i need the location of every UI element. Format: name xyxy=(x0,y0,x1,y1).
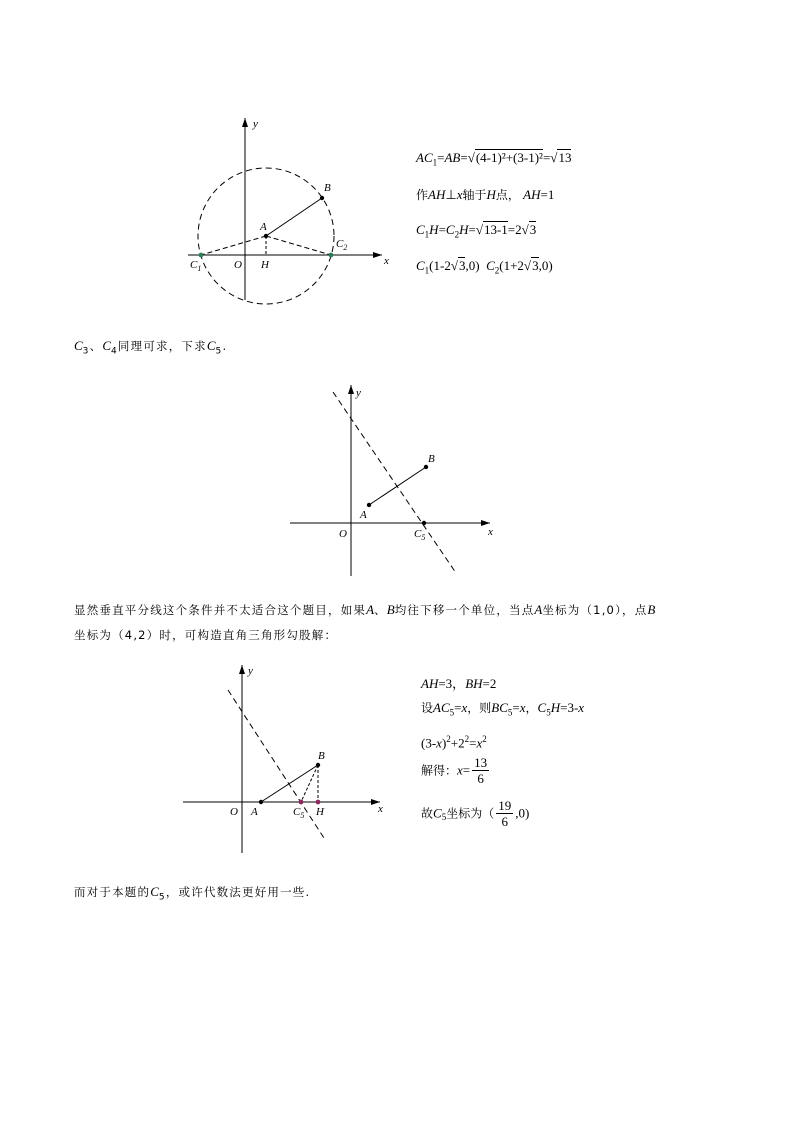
label-o: O xyxy=(234,259,242,271)
paragraph-1: $C_3$、$C_4$同理可求，下求$C_5$. xyxy=(74,338,228,357)
fig1-formula-line3: $C_1H=C_2H=√13-1=2√3$ xyxy=(416,222,537,240)
label-a: A xyxy=(260,221,267,233)
paragraph-2-line1: 显然垂直平分线这个条件并不太适合这个题目，如果A、B均往下移一个单位，当点A坐标为（1,0），点B xyxy=(74,602,656,617)
segment-ab xyxy=(266,198,322,236)
point-c5 xyxy=(422,521,426,525)
fig3-formula-line4: 解得：x= $\frac{13}{6}$ xyxy=(421,755,488,786)
segment-ab xyxy=(369,467,426,505)
label-c1: $C_1$ xyxy=(190,259,202,273)
label-c2: $C_2$ xyxy=(336,238,348,252)
fraction-13-6: $\frac{13}{6}$ xyxy=(474,755,488,786)
figure-1 xyxy=(188,118,389,304)
label-o: O xyxy=(230,806,238,818)
fig1-formula-line4: $C_1(1-2√3,0)$ $C_2(1+2√3,0)$ xyxy=(416,258,553,276)
label-x: x xyxy=(378,803,383,815)
label-x: x xyxy=(488,526,493,538)
label-o: O xyxy=(339,528,347,540)
label-a: A xyxy=(251,806,258,818)
figure-3 xyxy=(183,665,383,853)
paragraph-3: 而对于本题的$C_5$，或许代数法更好用一些. xyxy=(74,884,311,903)
label-b: B xyxy=(324,182,331,194)
figure-2 xyxy=(290,385,493,576)
label-c5: $C_5$ xyxy=(293,806,305,820)
point-c5 xyxy=(299,800,304,805)
label-b: B xyxy=(428,453,435,465)
label-a: A xyxy=(360,509,367,521)
fig1-formula-line1: $AC_1=AB=√(4-1)^2+(3-1)^2=√13$ xyxy=(416,150,572,168)
point-b xyxy=(320,196,324,200)
label-y: y xyxy=(253,118,258,130)
fig3-formula-line5: 故$C_5$坐标为（ $\frac{19}{6}$ ,0) xyxy=(421,798,530,829)
point-c2 xyxy=(329,253,334,258)
point-c1 xyxy=(199,253,204,258)
point-h xyxy=(316,800,321,805)
label-y: y xyxy=(356,387,361,399)
fig3-formula-line1: AH=3，BH=2 xyxy=(421,676,497,691)
label-b: B xyxy=(318,750,325,762)
fig3-formula-line3: $(3-x)^2+2^2=x^2$ xyxy=(421,734,487,751)
fig3-formula-line2: 设$AC_5=x$，则$BC_5=x$，$C_5H=3-x$ xyxy=(421,700,585,718)
point-a xyxy=(259,800,263,804)
point-b xyxy=(316,763,320,767)
fraction-19-6: $\frac{19}{6}$ xyxy=(498,798,512,829)
label-x: x xyxy=(384,255,389,267)
point-a xyxy=(367,503,371,507)
paragraph-2-line2: 坐标为（4,2）时，可构造直角三角形勾股解： xyxy=(74,628,338,642)
label-h: H xyxy=(316,806,324,818)
dash-ac2 xyxy=(266,236,331,255)
fig1-formula-line2: 作AH⊥x轴于H点， AH=1 xyxy=(416,187,555,202)
label-h: H xyxy=(261,259,269,271)
point-b xyxy=(424,465,428,469)
label-y: y xyxy=(248,665,253,677)
dash-ac1 xyxy=(201,236,266,255)
point-a xyxy=(264,234,268,238)
label-c5: $C_5$ xyxy=(414,528,426,542)
